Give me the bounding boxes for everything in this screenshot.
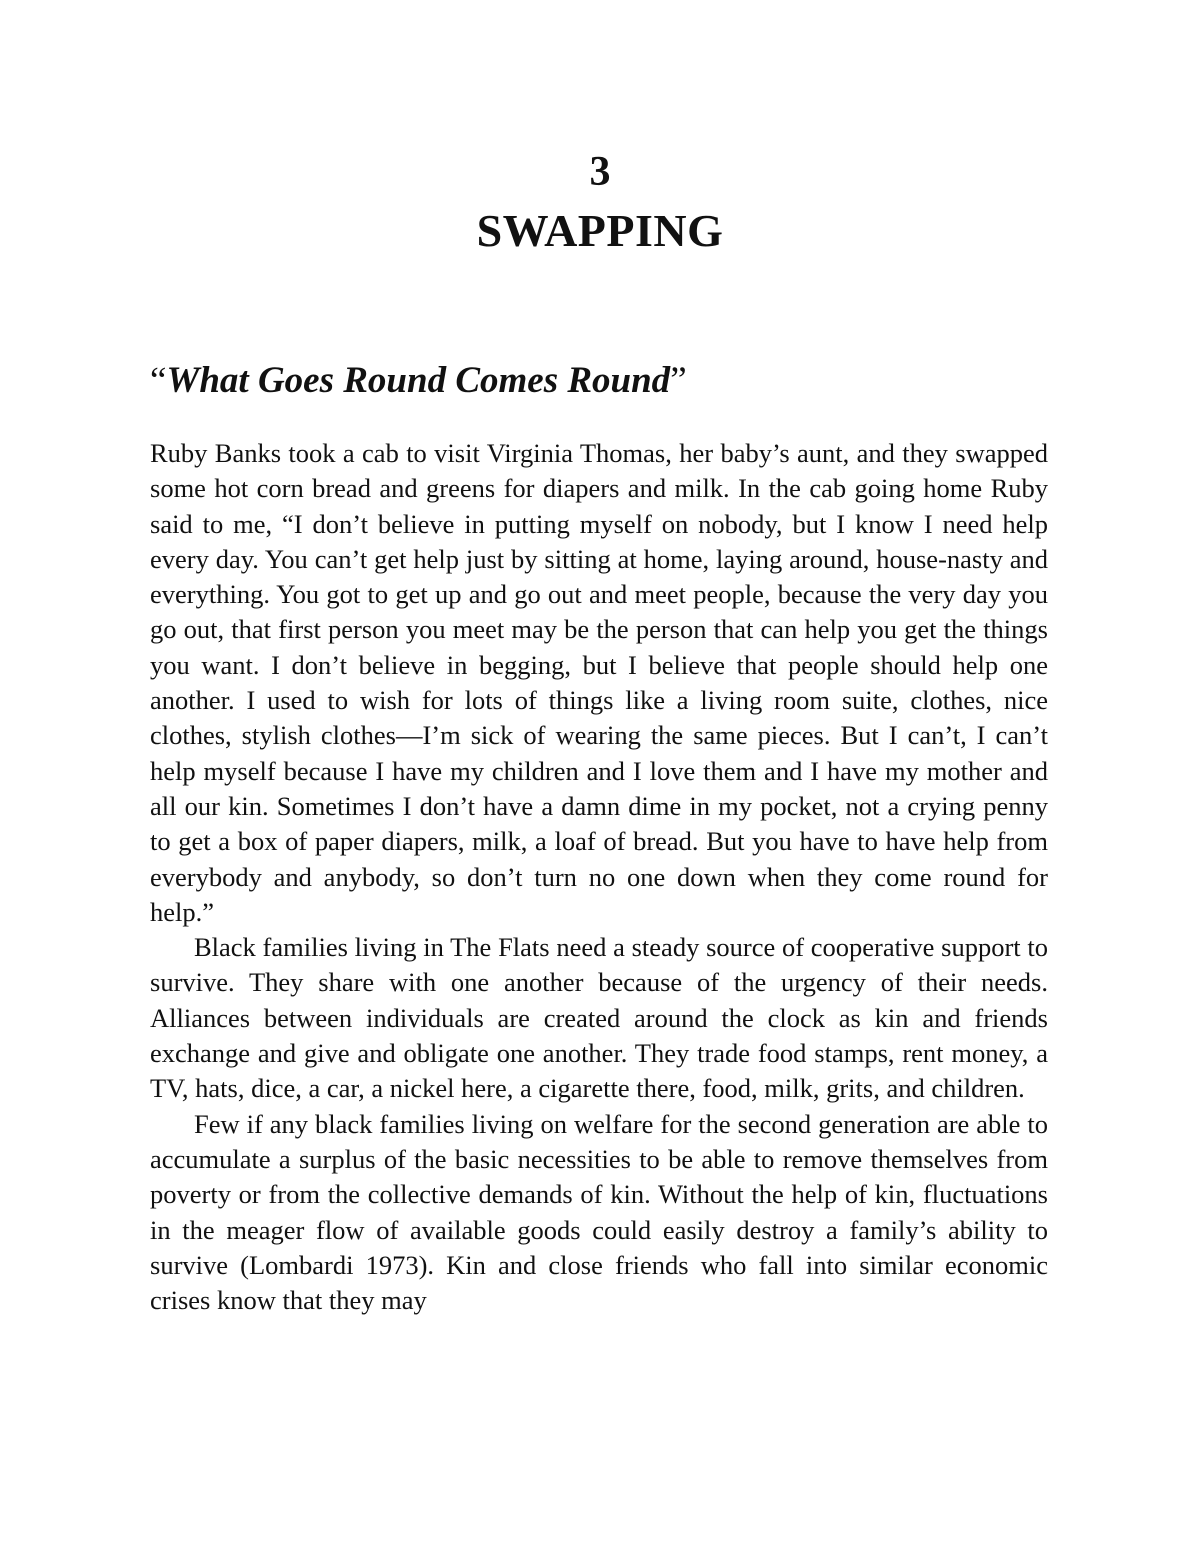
paragraph-1: Ruby Banks took a cab to visit Virginia Thomas, her baby’s aunt, and they swapped some hot corn bread and greens for diapers and milk. In the cab going home Ruby said to me, “I don’t believe in putting myself on nobody, but I know I need help every day. You can’t get help just by sitting at home, laying around, house-nasty and everything. You got to get up and go out and meet people, because the very day you go out, that first person you meet may be the person that can help you get the things you want. I don’t believe in begging, but I believe that people should help one another. I used to wish for lots of things like a living room suite, clothes, nice clothes, stylish clothes—I’m sick of wearing the same pieces. But I can’t, I can’t help myself because I have my children and I love them and I have my mother and all our kin. Sometimes I don’t have a damn dime in my pocket, not a crying penny to get a box of paper diapers, milk, a loaf of bread. But you have to have help from everybody and anybody, so don’t turn no one down when they come round for help.” xyxy=(150,438,1048,927)
body-text xyxy=(150,436,1048,1318)
chapter-title: SWAPPING xyxy=(476,205,724,256)
paragraph-3: Few if any black families living on welfare for the second generation are able to accumulate a surplus of the basic necessities to be able to remove themselves from poverty or from the collective demands of kin. Without the help of kin, fluctuations in the meager flow of available goods could easily destroy a family’s ability to survive (Lombardi 1973). Kin and close friends who fall into similar economic crises know that they may xyxy=(150,1108,1048,1316)
heading-close-quote: ” xyxy=(670,360,687,401)
heading-open-quote: “ xyxy=(150,360,167,401)
heading-text: What Goes Round Comes Round xyxy=(166,360,671,401)
chapter-number: 3 xyxy=(589,149,611,195)
paragraph-2: Black families living in The Flats need a steady source of cooperative support to survive. They share with one another because of the urgency of their needs. Alliances between individuals are created around the clock as kin and friends exchange and give and obligate one another. They trade food stamps, rent money, a TV, hats, dice, a car, a nickel here, a cigarette there, food, milk, grits, and children. xyxy=(150,932,1048,1104)
section-heading xyxy=(150,358,1050,404)
